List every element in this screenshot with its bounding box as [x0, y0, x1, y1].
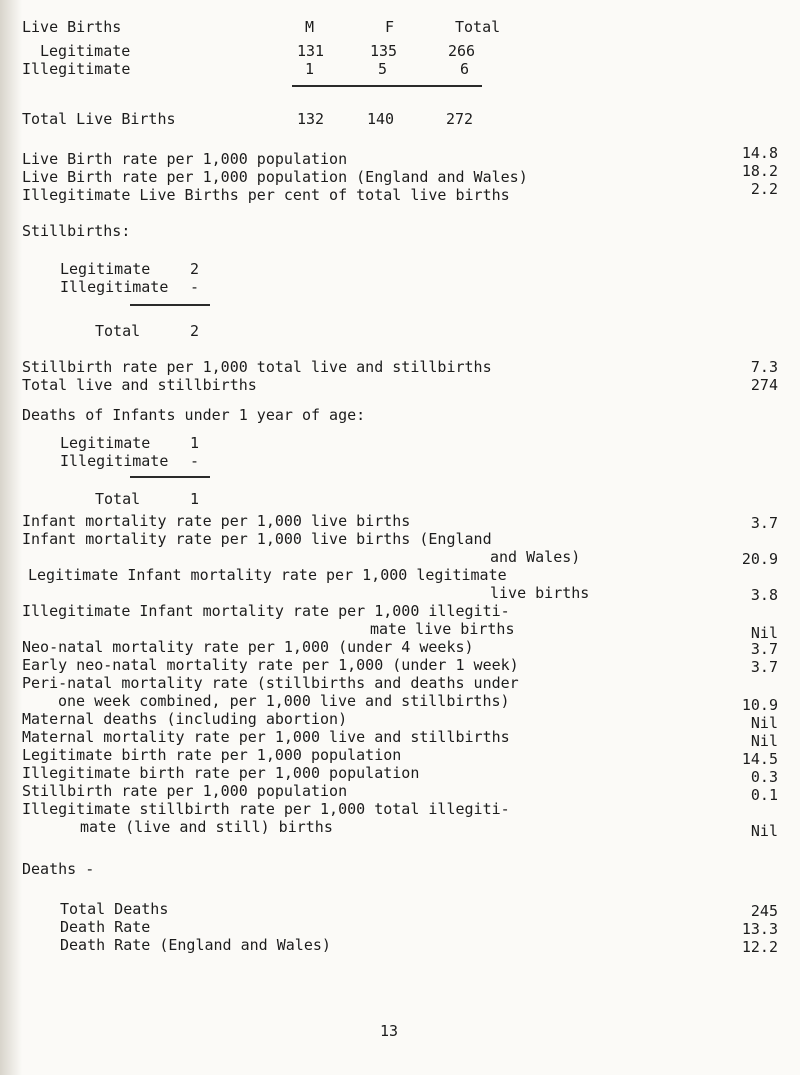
total-births-total: 272 [446, 110, 474, 128]
illegit-total: 6 [460, 60, 470, 78]
stillbirth-pop-rate-value: 0.1 [750, 786, 778, 804]
total-births-f: 140 [367, 110, 395, 128]
page-edge-shadow [0, 0, 22, 1075]
total-births-m: 132 [297, 110, 325, 128]
stillbirth-total-rule [130, 304, 210, 306]
illegit-label: Illegitimate [22, 60, 131, 78]
death-rate-ew-value: 12.2 [741, 938, 778, 956]
infant-total-rule [130, 476, 210, 478]
imr-ew-value: 20.9 [741, 550, 778, 568]
imr-label: Infant mortality rate per 1,000 live births [22, 512, 411, 530]
death-rate-ew-label: Death Rate (England and Wales) [60, 936, 331, 954]
legit-birth-rate-label: Legitimate birth rate per 1,000 population [22, 746, 402, 764]
perinatal-value: 10.9 [741, 696, 778, 714]
stillbirth-rate-value: 7.3 [750, 358, 778, 376]
total-live-still-value: 274 [750, 376, 778, 394]
stillbirth-pop-rate-label: Stillbirth rate per 1,000 population [22, 782, 348, 800]
maternal-rate-value: Nil [750, 732, 778, 750]
legit-birth-rate-value: 14.5 [741, 750, 778, 768]
illegit-stillbirth-rate-label-line2: mate (live and still) births [80, 818, 333, 836]
legit-label: Legitimate [40, 42, 131, 60]
infant-illegit-label: Illegitimate [60, 452, 169, 470]
deaths-heading: Deaths - [22, 860, 95, 878]
total-deaths-value: 245 [750, 902, 778, 920]
imr-value: 3.7 [750, 514, 778, 532]
stillbirth-illegit-value: - [190, 278, 200, 296]
imr-ew-label-line2: and Wales) [490, 548, 581, 566]
illegit-imr-label-line2: mate live births [370, 620, 515, 638]
illegit-m: 1 [305, 60, 315, 78]
birth-rate-label: Live Birth rate per 1,000 population [22, 150, 348, 168]
stillbirth-legit-value: 2 [190, 260, 200, 278]
total-births-label: Total Live Births [22, 110, 176, 128]
infant-total-label: Total [95, 490, 141, 508]
legit-imr-label-line2: live births [490, 584, 590, 602]
illegit-f: 5 [378, 60, 388, 78]
illegit-birth-rate-label: Illegitimate birth rate per 1,000 population [22, 764, 420, 782]
stillbirth-legit-label: Legitimate [60, 260, 151, 278]
stillbirth-total-label: Total [95, 322, 141, 340]
total-live-still-label: Total live and stillbirths [22, 376, 257, 394]
stillbirths-heading: Stillbirths: [22, 222, 131, 240]
illegit-birth-rate-value: 0.3 [750, 768, 778, 786]
perinatal-label-line2: one week combined, per 1,000 live and stillbirths) [58, 692, 510, 710]
infant-legit-label: Legitimate [60, 434, 151, 452]
neonatal-label: Neo-natal mortality rate per 1,000 (under 4 weeks) [22, 638, 474, 656]
births-title: Live Births [22, 18, 122, 36]
maternal-deaths-value: Nil [750, 714, 778, 732]
stillbirth-total-value: 2 [190, 322, 200, 340]
imr-ew-label-line1: Infant mortality rate per 1,000 live births (England [22, 530, 492, 548]
legit-imr-value: 3.8 [750, 586, 778, 604]
illegit-imr-label-line1: Illegitimate Infant mortality rate per 1,000 illegiti- [22, 602, 510, 620]
stillbirth-illegit-label: Illegitimate [60, 278, 169, 296]
infant-legit-value: 1 [190, 434, 200, 452]
stillbirth-rate-label: Stillbirth rate per 1,000 total live and stillbirths [22, 358, 492, 376]
infant-total-value: 1 [190, 490, 200, 508]
illegit-percent-label: Illegitimate Live Births per cent of total live births [22, 186, 510, 204]
death-rate-value: 13.3 [741, 920, 778, 938]
illegit-stillbirth-rate-label-line1: Illegitimate stillbirth rate per 1,000 total illegiti- [22, 800, 510, 818]
birth-rate-ew-value: 18.2 [741, 162, 778, 180]
legit-f: 135 [370, 42, 398, 60]
illegit-percent-value: 2.2 [750, 180, 778, 198]
maternal-rate-label: Maternal mortality rate per 1,000 live and stillbirths [22, 728, 510, 746]
col-f-header: F [385, 18, 395, 36]
perinatal-label-line1: Peri-natal mortality rate (stillbirths and deaths under [22, 674, 519, 692]
total-deaths-label: Total Deaths [60, 900, 169, 918]
page-number: 13 [380, 1022, 399, 1040]
early-neonatal-label: Early neo-natal mortality rate per 1,000 (under 1 week) [22, 656, 519, 674]
col-m-header: M [305, 18, 315, 36]
neonatal-value: 3.7 [750, 640, 778, 658]
illegit-imr-value: Nil [750, 624, 778, 642]
infant-deaths-heading: Deaths of Infants under 1 year of age: [22, 406, 366, 424]
early-neonatal-value: 3.7 [750, 658, 778, 676]
legit-m: 131 [297, 42, 325, 60]
death-rate-label: Death Rate [60, 918, 151, 936]
legit-imr-label-line1: Legitimate Infant mortality rate per 1,000 legitimate [28, 566, 507, 584]
illegit-stillbirth-rate-value: Nil [750, 822, 778, 840]
maternal-deaths-label: Maternal deaths (including abortion) [22, 710, 348, 728]
births-total-rule [292, 85, 482, 87]
infant-illegit-value: - [190, 452, 200, 470]
birth-rate-value: 14.8 [741, 144, 778, 162]
legit-total: 266 [448, 42, 476, 60]
birth-rate-ew-label: Live Birth rate per 1,000 population (England and Wales) [22, 168, 528, 186]
col-total-header: Total [455, 18, 501, 36]
